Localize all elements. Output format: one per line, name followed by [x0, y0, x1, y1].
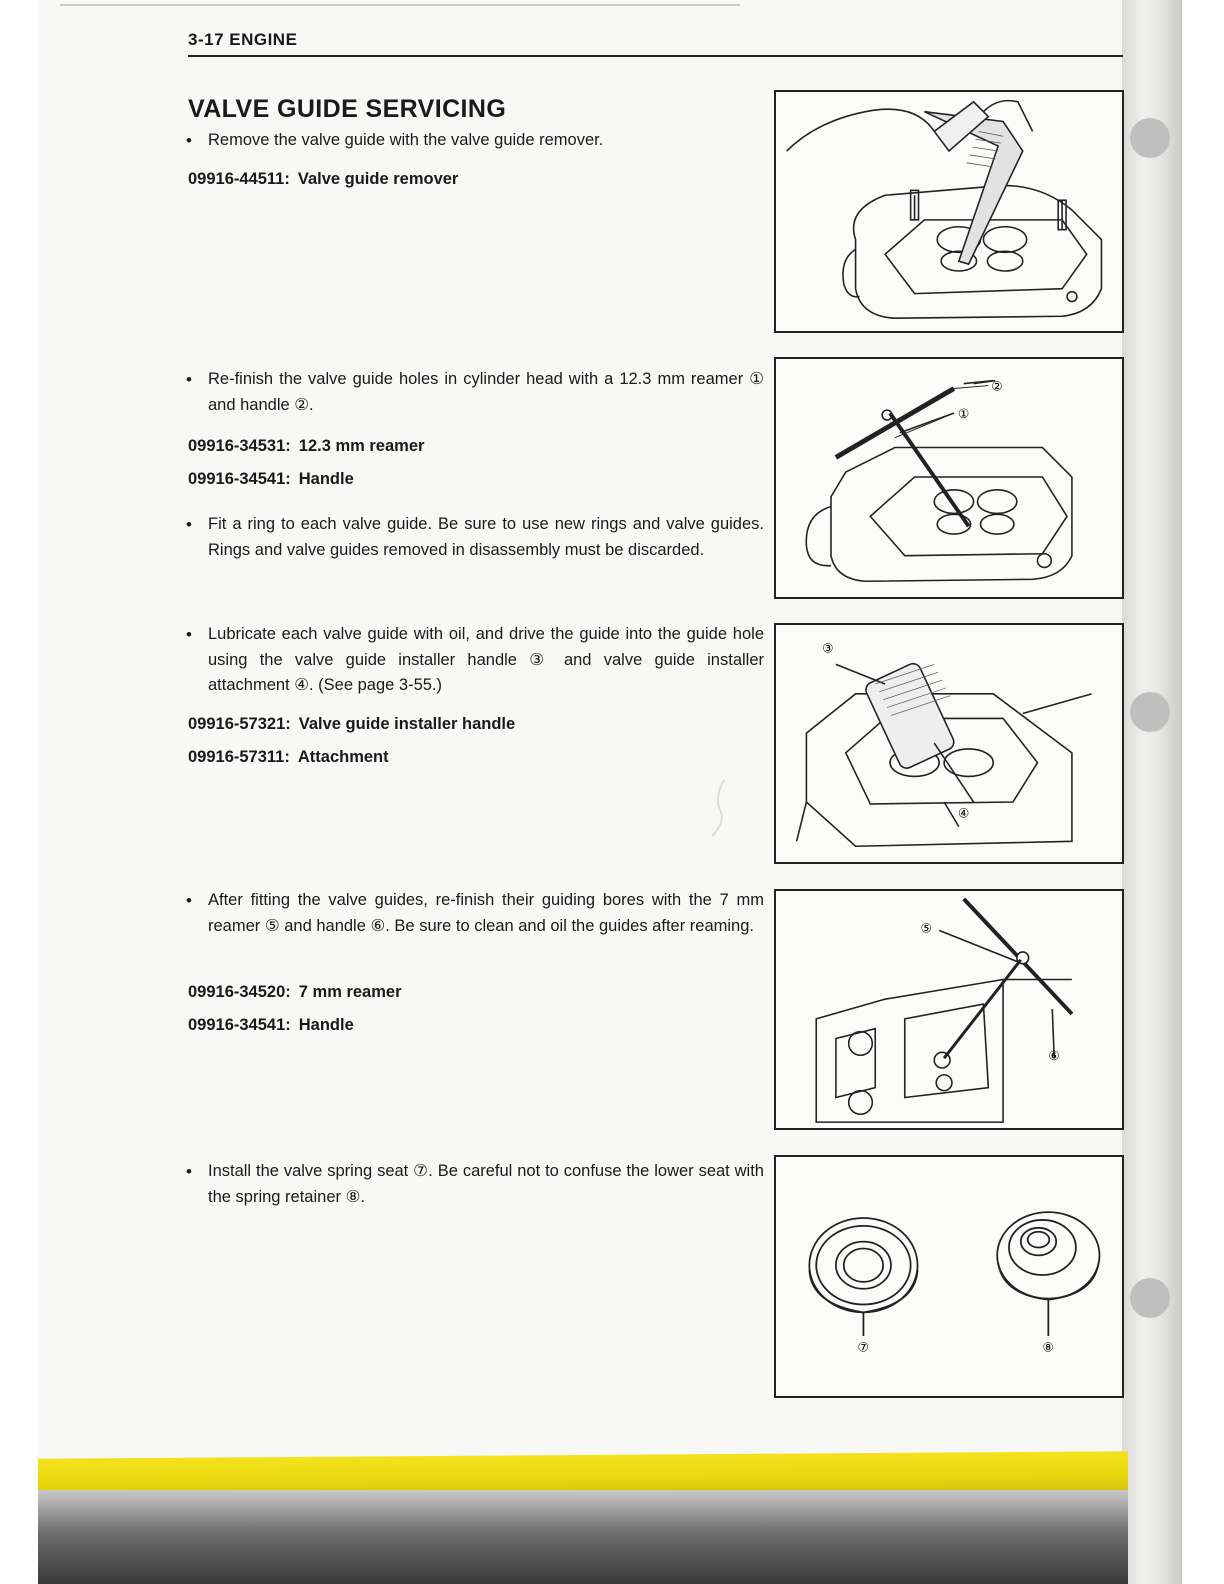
tool-name: Handle [298, 470, 354, 488]
tool-handle [188, 1016, 354, 1035]
cylinder-head-drawing [776, 92, 1122, 331]
seat-retainer-drawing [776, 1157, 1122, 1396]
figure-reamer-12mm [774, 357, 1124, 599]
tool-valve-guide-remover [188, 170, 458, 189]
step-refinish-holes: • Re-finish the valve guide holes in cylinder head with a 12.3 mm reamer ① and handle ②. [186, 367, 764, 418]
installer-drawing [776, 625, 1122, 862]
tool-code: 09916-57321: [188, 715, 291, 733]
step-drive-guide: • Lubricate each valve guide with oil, and drive the guide into the guide hole using the valve guide installer handle ③ and valve guide installer attachment ④. (See page 3-55.) [186, 622, 764, 699]
tool-name: 7 mm reamer [298, 983, 402, 1001]
binder-hole [1130, 1278, 1170, 1318]
binder-hole [1130, 118, 1170, 158]
callout-1: ② [991, 379, 1003, 395]
tool-name: Valve guide remover [297, 170, 459, 188]
figure-installer [774, 623, 1124, 864]
spring-retainer-shape [997, 1212, 1099, 1336]
tool-code: 09916-57311: [188, 748, 290, 766]
tool-reamer-7mm [188, 983, 402, 1002]
step-install-seat: • Install the valve spring seat ⑦. Be careful not to confuse the lower seat with the spring retainer ⑧. [186, 1159, 764, 1210]
section-header: 3-17 ENGINE [188, 30, 298, 49]
page-edge [1122, 0, 1182, 1584]
callout-5: ⑤ [920, 921, 932, 937]
step-fit-ring: • Fit a ring to each valve guide. Be sure to use new rings and valve guides. Rings and valve guides removed in disassembly must be discarded. [186, 512, 764, 563]
pencil-smudge [706, 778, 730, 838]
binder-hole [1130, 692, 1170, 732]
tool-code: 09916-34541: [188, 1016, 291, 1034]
tool-name: Handle [298, 1016, 354, 1034]
tool-code: 09916-34520: [188, 983, 291, 1001]
tool-name: Attachment [297, 748, 389, 766]
spring-seat-shape [809, 1218, 917, 1336]
page-title: VALVE GUIDE SERVICING [188, 95, 507, 123]
tool-code: 09916-34531: [188, 437, 291, 455]
callout-7: ⑦ [857, 1340, 869, 1356]
tool-installer-handle [188, 715, 515, 734]
reamer-small-drawing [776, 891, 1122, 1128]
callout-3: ③ [822, 641, 834, 657]
callout-4: ④ [957, 806, 970, 822]
tool-name: 12.3 mm reamer [298, 437, 425, 455]
callout-8: ⑧ [1042, 1340, 1054, 1356]
figure-spring-seat [774, 1155, 1124, 1398]
reamer-drawing [776, 359, 1122, 597]
tool-attachment [188, 748, 389, 767]
top-rule [60, 4, 740, 6]
header-rule [188, 55, 1123, 57]
binder-shadow [38, 1490, 1128, 1584]
tool-handle [188, 470, 354, 489]
tool-code: 09916-44511: [188, 170, 290, 188]
step-remove-guide: • Remove the valve guide with the valve guide remover. [186, 128, 764, 154]
tool-reamer-12mm [188, 437, 424, 456]
step-refinish-bores: • After fitting the valve guides, re-finish their guiding bores with the 7 mm reamer ⑤ and handle ⑥. Be sure to clean and oil the guides after reaming. [186, 888, 764, 939]
tool-code: 09916-34541: [188, 470, 291, 488]
callout-6: ⑥ [1048, 1049, 1060, 1065]
figure-reamer-7mm [774, 889, 1124, 1130]
tool-name: Valve guide installer handle [298, 715, 516, 733]
callout-2: ① [957, 407, 970, 423]
figure-remove-guide [774, 90, 1124, 333]
